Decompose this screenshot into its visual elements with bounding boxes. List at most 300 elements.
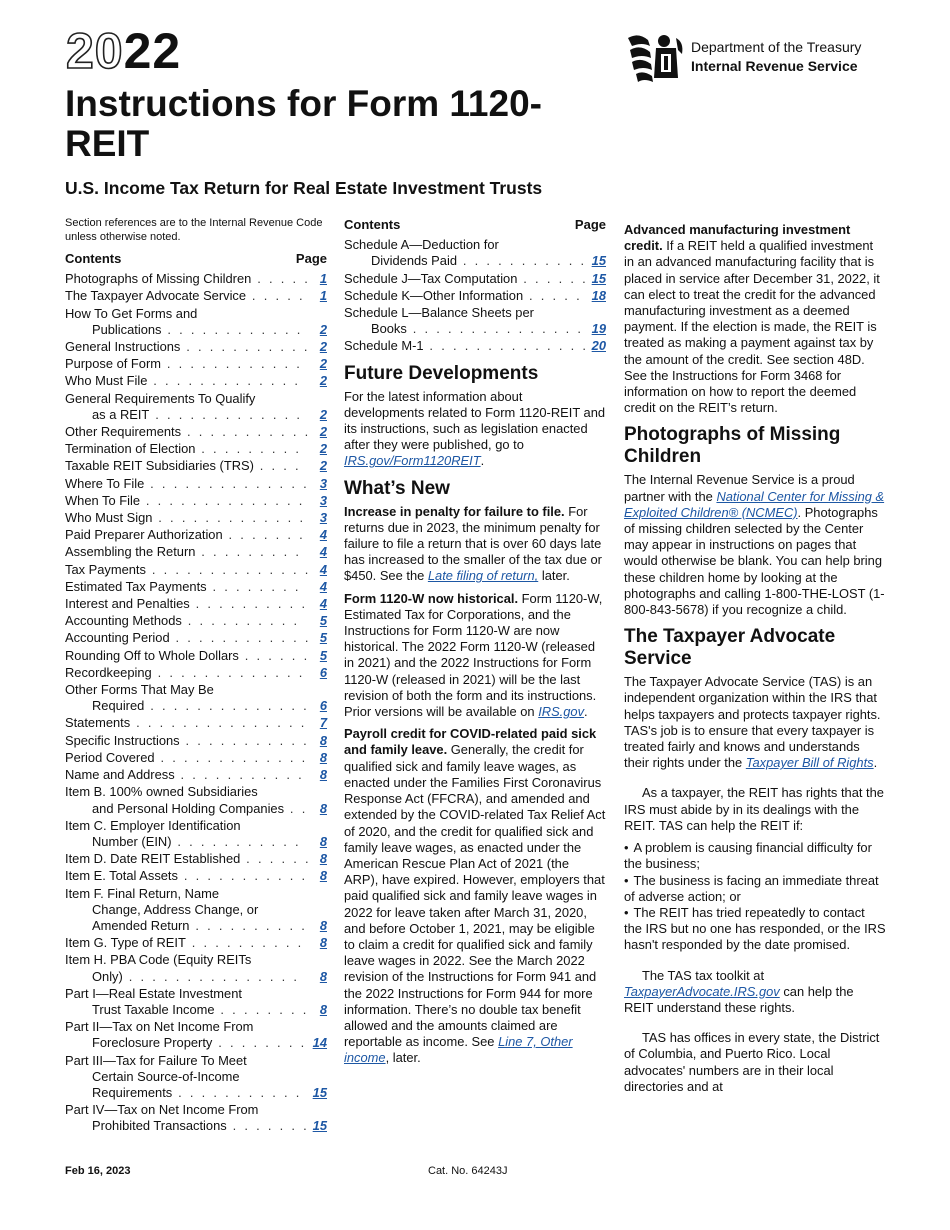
toc-leader-dots: . . . . . . . . . . . (179, 732, 310, 748)
toc-item[interactable] (65, 579, 327, 595)
missing-text1: The Internal Revenue Service is a proud partner with the (624, 472, 855, 504)
form1120reit-link[interactable]: IRS.gov/Form1120REIT (344, 453, 481, 469)
toc-item-label (65, 544, 311, 560)
toc-item[interactable] (65, 986, 327, 1018)
toc-item[interactable] (65, 733, 327, 749)
toc-item-label (65, 373, 311, 389)
toc-item[interactable] (344, 271, 606, 287)
toc-page-link[interactable]: 5 (319, 630, 327, 646)
toc-leader-dots: . . . . . . . . . . (185, 935, 304, 951)
toc-item[interactable] (65, 373, 327, 389)
toc-page-link[interactable]: 8 (319, 968, 327, 984)
toc-page-link[interactable]: 4 (319, 527, 327, 543)
toc-item-title: Accounting Period (65, 630, 170, 646)
toc-item[interactable] (65, 288, 327, 304)
toc-leader-dots: . . . . . (251, 271, 311, 287)
toc-page-link[interactable]: 8 (319, 851, 327, 867)
list-item: • The REIT has tried repeatedly to contact the IRS but no one has responded, or the IRS hasn't responded by the date promised. (624, 905, 886, 954)
column-2 (344, 217, 606, 1073)
toc-item[interactable] (344, 237, 606, 269)
toc-item-label (344, 237, 590, 269)
column-1 (65, 217, 327, 1136)
toc-page-link[interactable]: 19 (591, 321, 606, 337)
toc-item[interactable] (65, 715, 327, 731)
catalog-number: Cat. No. 64243J (428, 1165, 508, 1177)
toc-item-continuation (65, 902, 311, 934)
toc-leader-dots: . . . . . . . . . . . . . . . (122, 968, 300, 984)
toc-leader-dots: . . . . . . . . . . . . (161, 321, 303, 337)
page-subtitle: U.S. Income Tax Return for Real Estate Investment Trusts (65, 178, 543, 198)
toc-page-link[interactable]: 1 (319, 271, 327, 287)
toc-item[interactable] (65, 458, 327, 474)
column-3 (624, 222, 886, 1101)
toc-item-title: Part I—Real Estate Investment (65, 985, 242, 1001)
toc-item-label (65, 596, 311, 612)
toc-item[interactable] (65, 750, 327, 766)
toc-leader-dots: . . . . . . . . (214, 1001, 309, 1017)
toc-item[interactable] (65, 424, 327, 440)
toc-page-label: Page (574, 217, 606, 232)
toc-item-title: Paid Preparer Authorization (65, 527, 223, 543)
toc-item-continuation (344, 321, 590, 337)
toc-page-link[interactable]: 2 (319, 356, 327, 372)
toc-item-label (344, 271, 590, 287)
toc-page-link[interactable]: 8 (319, 868, 327, 884)
page-title: Instructions for Form 1120-REIT (65, 83, 542, 164)
toc-item-continuation (65, 1035, 311, 1051)
toc-item-continuation (65, 1069, 311, 1101)
toc-page-link[interactable]: 15 (312, 1084, 327, 1100)
tas-text: The Taxpayer Advocate Service (TAS) is an independent organization within the IRS that helps taxpayers and protects taxpayer rights. TAS's job is to ensure that every taxpayer is treated fairly and knows and understands their rights under the (624, 674, 881, 771)
toc-item[interactable] (65, 339, 327, 355)
toc-item-continuation (65, 698, 311, 714)
toc-item-label (65, 784, 311, 816)
late-filing-link[interactable]: Late filing of return, (427, 568, 539, 584)
taxpayer-advocate-heading: The Taxpayer Advocate Service (624, 626, 836, 670)
toc-item[interactable] (344, 305, 606, 337)
toc-page-link[interactable]: 2 (319, 424, 327, 440)
toc-item-label (344, 305, 590, 337)
tas-help-list (624, 840, 886, 953)
toc-page-link[interactable]: 8 (319, 767, 327, 783)
toc-item[interactable] (65, 952, 327, 984)
toc-item[interactable] (65, 935, 327, 951)
penalty-after: later. (541, 568, 570, 584)
toc-item-label (65, 441, 311, 457)
rights-paragraph: As a taxpayer, the REIT has rights that the IRS must abide by in its dealings with the REIT. TAS can help the REIT if: (624, 785, 884, 833)
future-developments-heading: Future Developments (344, 362, 539, 384)
toc-item[interactable] (65, 476, 327, 492)
toc-leader-dots: . . . . . . . . . . (181, 613, 300, 629)
toc-item-title: Who Must Sign (65, 510, 153, 526)
toc-item-label (65, 306, 311, 338)
toc-leader-dots: . . . . . . . . . . . (174, 767, 305, 783)
table-of-contents-continued (344, 237, 606, 354)
penalty-text: For returns due in 2023, the minimum penalty for failure to file a return that is over 60 days late has increased to the smaller of the tax due or $450. See the (344, 503, 602, 584)
toc-item-continuation-text: as a REIT (92, 406, 150, 422)
covid-after: , later. (385, 1050, 421, 1066)
toc-item-continuation-text: Foreclosure Property (92, 1035, 213, 1051)
toc-leader-dots: . . . . . (523, 287, 582, 303)
toc-item-continuation (65, 407, 311, 423)
toc-page-link[interactable]: 8 (319, 833, 327, 849)
toc-page-link[interactable]: 6 (319, 664, 327, 680)
toc-title: Contents (65, 251, 122, 266)
toc-item-label (65, 986, 311, 1018)
toc-item[interactable] (65, 562, 327, 578)
year-suffix: 22 (123, 23, 182, 79)
toc-item-title: Taxable REIT Subsidiaries (TRS) (65, 458, 254, 474)
toolkit-text1: The TAS tax toolkit at (642, 967, 765, 983)
toc-item-title: Assembling the Return (65, 544, 196, 560)
toc-leader-dots: . . . . . . . . . . . . . (149, 406, 303, 422)
toc-item-title: Specific Instructions (65, 732, 180, 748)
whats-new-heading: What’s New (344, 477, 450, 499)
penalty-paragraph (344, 504, 606, 585)
toc-item[interactable] (65, 493, 327, 509)
toc-item-title: Accounting Methods (65, 613, 182, 629)
offices-paragraph: TAS has offices in every state, the District of Columbia, and Puerto Rico. Local advocates' numbers are in their local directories and at (624, 1030, 880, 1094)
toc-item-title: Tax Payments (65, 561, 146, 577)
toc-leader-dots: . . . . . . (240, 851, 311, 867)
toc-page-link[interactable]: 15 (591, 270, 606, 286)
toc-leader-dots: . . . . . . . . . . . . . . . (130, 715, 307, 731)
toc-leader-dots: . . . . . . . . . . . . (169, 630, 311, 646)
toc-item-title: Item H. PBA Code (Equity REITs (65, 952, 252, 968)
toc-item-label (65, 682, 311, 714)
line7-other-income-link[interactable]: Line 7, Other income (344, 1034, 573, 1066)
amc-lead: Advanced manufacturing investment credit. (624, 222, 851, 254)
toc-page-link[interactable]: 2 (319, 321, 327, 337)
toc-page-link[interactable]: 5 (319, 647, 327, 663)
toc-page-label: Page (295, 251, 327, 266)
toc-page-link[interactable]: 18 (591, 287, 606, 303)
toc-item-title: Schedule L—Balance Sheets per (344, 305, 534, 321)
toc-item[interactable] (65, 1102, 327, 1134)
toc-item[interactable] (65, 613, 327, 629)
toc-leader-dots: . . . . . (246, 288, 305, 304)
irs-eagle-logo-icon (624, 32, 686, 84)
toc-leader-dots: . . . . . . . (226, 1118, 310, 1134)
toc-page-link[interactable]: 8 (319, 800, 327, 816)
toc-leader-dots: . . . . . . . . . . . . . . . (406, 321, 584, 337)
toc-leader-dots: . . . . . . . . . . . . . . (145, 561, 311, 577)
toc-page-link[interactable]: 20 (591, 338, 606, 354)
list-item: • The business is facing an immediate threat of adverse action; or (624, 873, 886, 905)
toc-item-title: Interest and Penalties (65, 596, 190, 612)
toc-page-link[interactable]: 8 (319, 749, 327, 765)
covid-paragraph (344, 726, 606, 1066)
toc-page-link[interactable]: 14 (312, 1035, 327, 1051)
toc-page-link[interactable]: 8 (319, 732, 327, 748)
toc-page-link[interactable]: 8 (319, 917, 327, 933)
toc-item-label (65, 886, 311, 935)
toc-item-title: Rounding Off to Whole Dollars (65, 647, 239, 663)
w-text: Form 1120-W, Estimated Tax for Corporations, and the Instructions for Form 1120-W are now historical. The 2022 Form 1120-W (released in 2021) and the 2022 Instructions for Form 1120-W (released in 2021) will be the last revision of both the form and its instructions. Prior versions will be available on (344, 590, 603, 720)
future-text: For the latest information about developments related to Form 1120-REIT and its instructions, such as legislation enacted after they were published, go to (344, 388, 606, 453)
taxpayer-bill-of-rights-link[interactable]: Taxpayer Bill of Rights (745, 755, 874, 771)
toc-page-link[interactable]: 3 (319, 475, 327, 491)
toc-item-continuation-text: Trust Taxable Income (92, 1001, 215, 1017)
irs-gov-link[interactable]: IRS.gov (538, 704, 585, 720)
toc-item-label (65, 493, 311, 509)
toc-item-continuation-text: Only) (92, 968, 123, 984)
toc-item[interactable] (65, 784, 327, 816)
toc-item-title: Other Requirements (65, 424, 182, 440)
toc-title: Contents (344, 217, 401, 232)
toc-item[interactable] (65, 851, 327, 867)
toc-item-title: General Requirements To Qualify (65, 390, 256, 406)
toc-item-title: Schedule K—Other Information (344, 287, 524, 303)
toc-item-title: Photographs of Missing Children (65, 271, 252, 287)
toc-item-continuation (344, 253, 590, 269)
toc-item-continuation-text: Prohibited Transactions (92, 1118, 227, 1134)
toc-item[interactable] (65, 441, 327, 457)
toc-item-label (65, 750, 311, 766)
toc-item-label (65, 562, 311, 578)
toc-item-title: Schedule A—Deduction for (344, 237, 499, 253)
toc-item-title: Part III—Tax for Failure To Meet (65, 1052, 247, 1068)
agency-line2: Internal Revenue Service (691, 58, 858, 74)
toc-leader-dots: . . . . . . . . . . . . (161, 356, 303, 372)
toc-page-link[interactable]: 4 (319, 578, 327, 594)
toc-item-label (65, 648, 311, 664)
toc-item-label (65, 527, 311, 543)
toc-item-label (65, 1102, 311, 1134)
toc-page-link[interactable]: 5 (319, 613, 327, 629)
toolkit-text2: can help the REIT understand these rights. (624, 983, 854, 1015)
toc-leader-dots: . . . . . . . . . (195, 441, 302, 457)
amc-paragraph (624, 222, 886, 416)
toc-item[interactable] (65, 818, 327, 850)
taxpayer-advocate-link[interactable]: TaxpayerAdvocate.IRS.gov (624, 983, 780, 999)
toc-item[interactable] (65, 306, 327, 338)
covid-lead: Payroll credit for COVID-related paid sick and family leave. (344, 726, 597, 758)
toc-leader-dots: . . . . . . . . . . (189, 917, 308, 933)
toc-page-link[interactable]: 3 (319, 510, 327, 526)
ncmec-link[interactable]: National Center for Missing & Exploited Children® (NCMEC) (624, 488, 885, 520)
toc-item-title: Who Must File (65, 373, 148, 389)
future-developments-text: For the latest information about developments related to Form 1120-REIT and its instructions, such as legislation enacted after they were published, go to IRS.gov/Form1120REIT. (344, 388, 606, 469)
toc-item-title: How To Get Forms and (65, 305, 198, 321)
w-lead: Form 1120-W now historical. (344, 590, 519, 606)
missing-text2: . Photographs of missing children selected by the Center may appear in instructions on pages that would otherwise be blank. You can help bring these children home by looking at the photographs and calling 1-800-THE-LOST (1-800-843-5678) if you recognize a child. (624, 504, 885, 618)
revision-date: Feb 16, 2023 (65, 1165, 131, 1177)
toc-leader-dots: . . . . . . . . . (195, 544, 302, 560)
toc-item-title: Part II—Tax on Net Income From (65, 1019, 254, 1035)
toc-leader-dots: . . . . . . . . . . . . . (152, 510, 306, 526)
toc-item-continuation-text: Publications (92, 321, 162, 337)
toc-item-continuation (65, 834, 311, 850)
toc-item-label (344, 338, 590, 354)
toc-item-label (65, 818, 311, 850)
toc-leader-dots: . . . . . . . . . . . . . . (144, 475, 309, 491)
agency-line1: Department of the Treasury (691, 39, 862, 55)
tas-after: . (873, 755, 878, 771)
toc-item-label (65, 868, 311, 884)
toc-item-label (65, 356, 311, 372)
toc-item-label (65, 733, 311, 749)
toc-leader-dots: . . . . . . . . . . . (172, 1084, 302, 1100)
toc-leader-dots: . . . . . . . . . . . . . (151, 664, 305, 680)
toc-item[interactable] (65, 665, 327, 681)
toc-leader-dots: . . . . . . . . (212, 1035, 307, 1051)
toc-item-label (65, 767, 311, 783)
toc-item-continuation-text: Dividends Paid (371, 253, 457, 269)
toc-item-label (65, 665, 311, 681)
toc-page-link[interactable]: 2 (319, 406, 327, 422)
toc-leader-dots: . . . . . . . . . . . . . . (423, 338, 589, 354)
toc-page-link[interactable]: 4 (319, 596, 327, 612)
toc-item-title: Item G. Type of REIT (65, 935, 186, 951)
toc-item-label (65, 952, 311, 984)
toc-leader-dots: . . . . . . . . . . . (177, 868, 308, 884)
year-prefix: 20 (66, 23, 124, 79)
toc-item-label (65, 1053, 311, 1102)
toc-item-label (65, 271, 311, 287)
toc-header (344, 217, 606, 233)
toc-item[interactable] (65, 886, 327, 935)
toc-page-link[interactable]: 8 (319, 935, 327, 951)
toc-leader-dots: . . . . . . . . (206, 578, 301, 594)
toc-header (65, 251, 327, 267)
toc-leader-dots: . . . . . . . . . . . . . (154, 749, 308, 765)
toc-item[interactable] (65, 391, 327, 423)
toc-item-title: Statements (65, 715, 131, 731)
toc-item-label (65, 715, 311, 731)
toc-item-continuation (65, 1118, 311, 1134)
toc-item[interactable] (65, 356, 327, 372)
toc-item-continuation-text: Required (92, 698, 145, 714)
toc-page-link[interactable]: 4 (319, 561, 327, 577)
toc-item-title: Other Forms That May Be (65, 682, 214, 698)
toc-leader-dots: . . . . . . . . . . . (180, 339, 310, 355)
toc-item-continuation-text: Books (371, 321, 407, 337)
agency-name (691, 38, 861, 76)
toc-item-continuation-text: Change, Address Change, or Amended Return (92, 901, 259, 933)
toc-item-label (65, 288, 311, 304)
list-item: • A problem is causing financial difficulty for the business; (624, 840, 886, 872)
toc-item-continuation (65, 322, 311, 338)
toc-item-title: Part IV—Tax on Net Income From (65, 1102, 259, 1118)
toc-item-label (65, 613, 311, 629)
penalty-lead: Increase in penalty for failure to file. (344, 503, 565, 519)
toc-item-title: The Taxpayer Advocate Service (65, 288, 247, 304)
form-year (66, 23, 182, 79)
toc-item[interactable] (65, 527, 327, 543)
toc-page-link[interactable]: 3 (319, 492, 327, 508)
toc-item-label (65, 579, 311, 595)
toc-leader-dots: . . . . . . . . . . . (171, 833, 301, 849)
toc-leader-dots: . . . . . . . (222, 527, 305, 543)
toc-item[interactable] (65, 767, 327, 783)
toc-page-link[interactable]: 2 (319, 458, 327, 474)
toc-page-link[interactable]: 6 (319, 698, 327, 714)
toc-leader-dots: . . . . . . . . . . . (457, 253, 587, 269)
toc-item-title: Period Covered (65, 749, 155, 765)
toc-page-link[interactable]: 15 (591, 253, 606, 269)
toc-item-title: Schedule J—Tax Computation (344, 270, 518, 286)
toc-leader-dots: . . . . . . . . . . (189, 596, 308, 612)
toc-item[interactable] (65, 648, 327, 664)
toc-item[interactable] (65, 271, 327, 287)
toc-page-link[interactable]: 4 (319, 544, 327, 560)
toc-leader-dots: . . . . . . . . . . . . . . (140, 492, 305, 508)
toc-item-title: Where To File (65, 475, 145, 491)
toc-item-label (344, 288, 590, 304)
toc-item-continuation (65, 969, 311, 985)
toc-item-continuation-text: and Personal Holding Companies (92, 800, 285, 816)
missing-children-text (624, 472, 886, 618)
toc-item[interactable] (344, 338, 606, 354)
section-reference-note: Section references are to the Internal Revenue Code unless otherwise noted. (65, 217, 323, 243)
toc-item[interactable] (65, 630, 327, 646)
toc-item[interactable] (65, 1019, 327, 1051)
toc-item-title: Item F. Final Return, Name (65, 885, 220, 901)
toc-page-link[interactable]: 8 (319, 1001, 327, 1017)
toc-page-link[interactable]: 7 (319, 715, 327, 731)
toc-item-title: Item D. Date REIT Established (65, 851, 241, 867)
toc-item-title: Item E. Total Assets (65, 868, 178, 884)
toc-item-continuation (65, 801, 311, 817)
toc-item[interactable] (65, 544, 327, 560)
toc-leader-dots: . . . . . . . . . . . (181, 424, 311, 440)
toc-page-link[interactable]: 2 (319, 339, 327, 355)
toc-item-title: When To File (65, 492, 140, 508)
toc-item-label (65, 630, 311, 646)
toc-page-link[interactable]: 1 (319, 288, 327, 304)
toc-item-label (65, 510, 311, 526)
toc-item-title: Estimated Tax Payments (65, 578, 207, 594)
table-of-contents (65, 271, 327, 1134)
toc-page-link[interactable]: 15 (312, 1118, 327, 1134)
toc-item-title: Schedule M-1 (344, 338, 424, 354)
toc-leader-dots: . . (284, 800, 308, 816)
toc-item[interactable] (344, 288, 606, 304)
toc-item-label (65, 851, 311, 867)
toc-item-title: Name and Address (65, 767, 175, 783)
amc-text: If a REIT held a qualified investment in an advanced manufacturing facility that is placed in service after December 31, 2022, it can elect to treat the credit for the advanced manufacturing investment as a deemed payment. If the election is made, the REIT is treated as making a payment against tax by the amount of the credit. See section 48D. See the Instructions for Form 3468 for information on how to report the deemed credit on the REIT’s return. (624, 238, 880, 416)
toc-item-label (65, 424, 311, 440)
toc-item-title: Recordkeeping (65, 664, 152, 680)
toc-item[interactable] (65, 868, 327, 884)
toc-leader-dots: . . . . . . . . . . . . . . (144, 698, 309, 714)
irs-header (624, 32, 894, 84)
toc-item[interactable] (65, 510, 327, 526)
toc-item-label (65, 1019, 311, 1051)
toc-page-link[interactable]: 2 (319, 373, 327, 389)
toc-item-label (65, 935, 311, 951)
toc-item[interactable] (65, 682, 327, 714)
tas-paragraph (624, 674, 886, 771)
toc-item-continuation-text: Certain Source-of-Income Requirements (92, 1068, 240, 1100)
toc-item-title: Purpose of Form (65, 356, 161, 372)
toolkit-paragraph (624, 968, 886, 1017)
toc-leader-dots: . . . . . . . . . . . . . (147, 373, 301, 389)
toc-item-continuation (65, 1002, 311, 1018)
toc-leader-dots: . . . . (253, 458, 301, 474)
toc-item-title: General Instructions (65, 339, 181, 355)
toc-item-label (65, 391, 311, 423)
toc-item[interactable] (65, 596, 327, 612)
toc-page-link[interactable]: 2 (319, 441, 327, 457)
toc-item[interactable] (65, 1053, 327, 1102)
missing-children-heading: Photographs of Missing Children (624, 424, 841, 468)
toc-item-label (65, 458, 311, 474)
toc-item-title: Item C. Employer Identification (65, 817, 241, 833)
toc-item-title: Termination of Election (65, 441, 196, 457)
toc-item-continuation-text: Number (EIN) (92, 833, 172, 849)
